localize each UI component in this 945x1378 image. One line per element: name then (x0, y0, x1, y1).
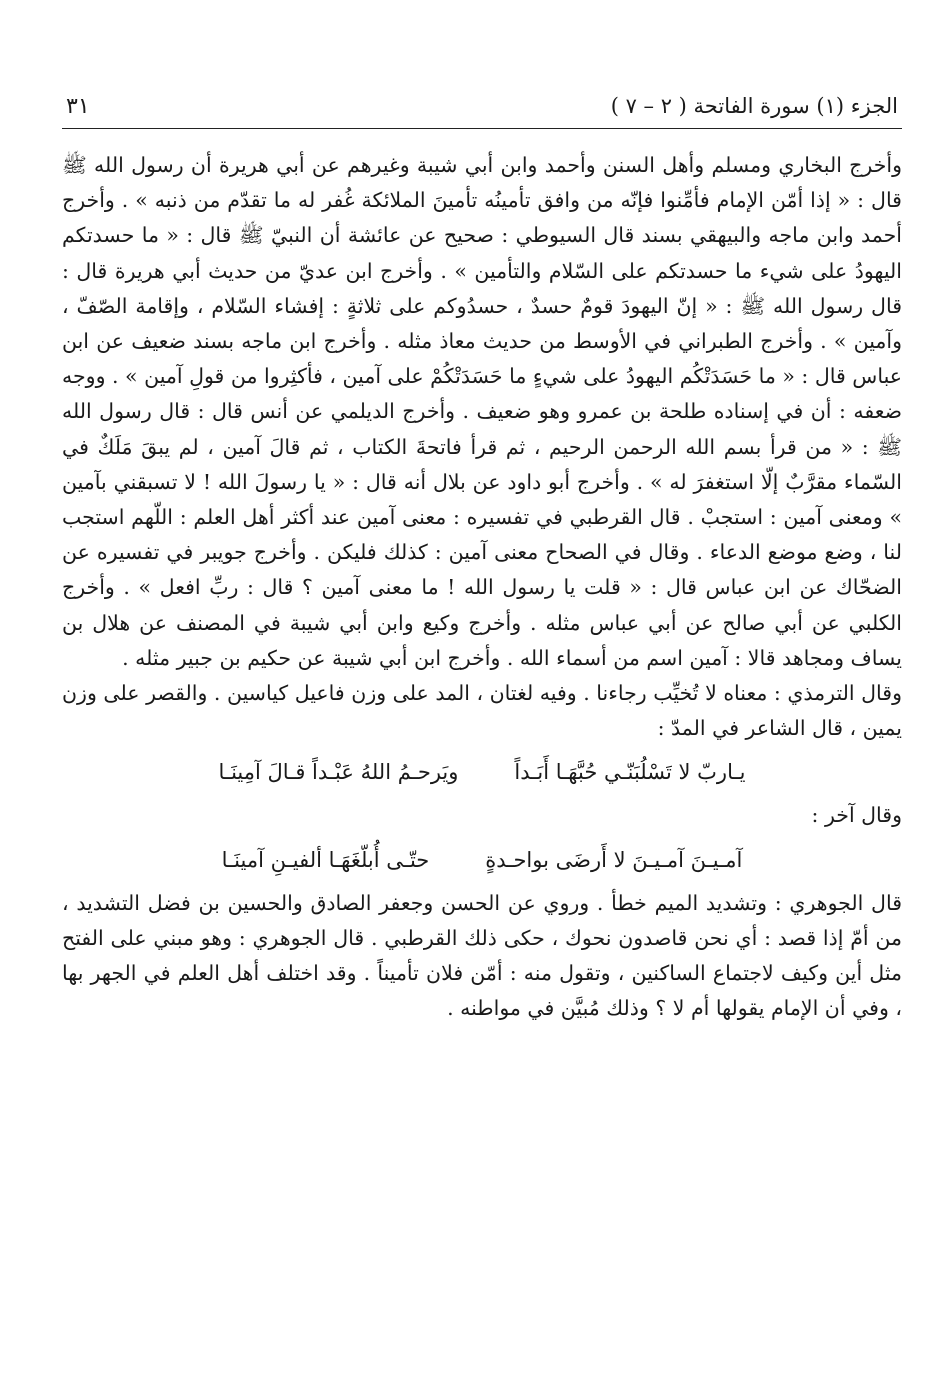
paragraph-tirmidhi: وقال الترمذي : معناه لا تُخيِّب رجاءنا . وفيه لغتان ، المد على وزن فاعيل كياسين . والقصر على وزن يمين ، قال الشاعر في المدّ : (62, 681, 902, 741)
main-text (62, 148, 902, 1026)
book-page (62, 0, 902, 1378)
verse-line-1 (62, 754, 902, 790)
verse-2-second-hemistich: حتّـى أُبلّغَهَـا ألفيـنِ آمينَـا (221, 847, 430, 872)
verse-1-second-hemistich: ويَرحـمُ اللهُ عَبْـداً قـالَ آمِينَـا (218, 760, 459, 785)
interlude-text: وقال آخر : (811, 803, 902, 828)
verse-2-first-hemistich: آمـيـنَ آمـيـنَ لا أَرضَى بواحـدةٍ (485, 847, 743, 872)
verse-line-2 (62, 842, 902, 878)
running-header (62, 88, 902, 129)
page-number: ٣١ (66, 94, 90, 119)
header-title: الجزء (١) سورة الفاتحة ( ٢ – ٧ ) (610, 94, 898, 118)
paragraph-hadith: وأخرج البخاري ومسلم وأهل السنن وأحمد وابن أبي شيبة وغيرهم عن أبي هريرة أن رسول الله ﷺ قال : « إذا أمّن الإمام فأمِّنوا فإنّه من وافق تأمينُه تأمينَ الملائكة غُفر له ما تقدّم من ذنبه » . وأخرج أحمد وابن ماجه والبيهقي بسند قال السيوطي : صحيح عن عائشة أن النبيّ ﷺ قال : « ما حسدتكم اليهودُ على شيء ما حسدتكم على السّلام والتأمين » . وأخرج ابن عديّ من حديث أبي هريرة قال : قال رسول الله ﷺ : « إنّ اليهودَ قومٌ حسدٌ ، حسدُوكم على ثلاثةٍ : إفشاء السّلام ، وإقامة الصّفّ ، وآمين » . وأخرج الطبراني في الأوسط من حديث معاذ مثله . وأخرج ابن ماجه بسند ضعيف عن ابن عباس قال : « ما حَسَدَتْكُم اليهودُ على شيءٍ ما حَسَدَتْكُمْ على آمين ، فأكثِروا من قولِ آمين » . ووجه ضعفه : أن في إسناده طلحة بن عمرو وهو ضعيف . وأخرج الديلمي عن أنس قال : قال رسول الله ﷺ : « من قرأ بسم الله الرحمن الرحيم ، ثم قرأ فاتحةَ الكتاب ، ثم قالَ آمين ، لم يبقَ مَلَكٌ في السّماء مقرَّبٌ إلّا استغفرَ له » . وأخرج أبو داود عن بلال أنه قال : « يا رسولَ الله ! لا تسبقني بآمين » ومعنى آمين : استجبْ . قال القرطبي في تفسيره : معنى آمين عند أكثر أهل العلم : اللّهم استجب لنا ، وضع موضع الدعاء . وقال في الصحاح معنى آمين : كذلك فليكن . وأخرج جويبر في تفسيره عن الضحّاك عن ابن عباس قال : « قلت يا رسول الله ! ما معنى آمين ؟ قال : ربِّ افعل » . وأخرج الكلبي عن أبي صالح عن أبي عباس مثله . وأخرج وكيع وابن أبي شيبة في المصنف عن هلال بن يساف ومجاهد قالا : آمين اسم من أسماء الله . وأخرج ابن أبي شيبة عن حكيم بن جبير مثله . (62, 153, 902, 670)
paragraph-closing: قال الجوهري : وتشديد الميم خطأ . وروي عن الحسن وجعفر الصادق والحسين بن فضل التشديد ، من أمّ إذا قصد : أي نحن قاصدون نحوك ، حكى ذلك القرطبي . قال الجوهري : وهو مبني على الفتح مثل أين وكيف لاجتماع الساكنين ، وتقول منه : أمّن فلان تأميناً . وقد اختلف أهل العلم في الجهر بها ، وفي أن الإمام يقولها أم لا ؟ وذلك مُبيَّن في مواطنه . (62, 890, 902, 1021)
verse-1-first-hemistich: يـاربّ لا تَسْلُبَنّـي حُبَّهَـا أَبَـداً (514, 760, 746, 785)
